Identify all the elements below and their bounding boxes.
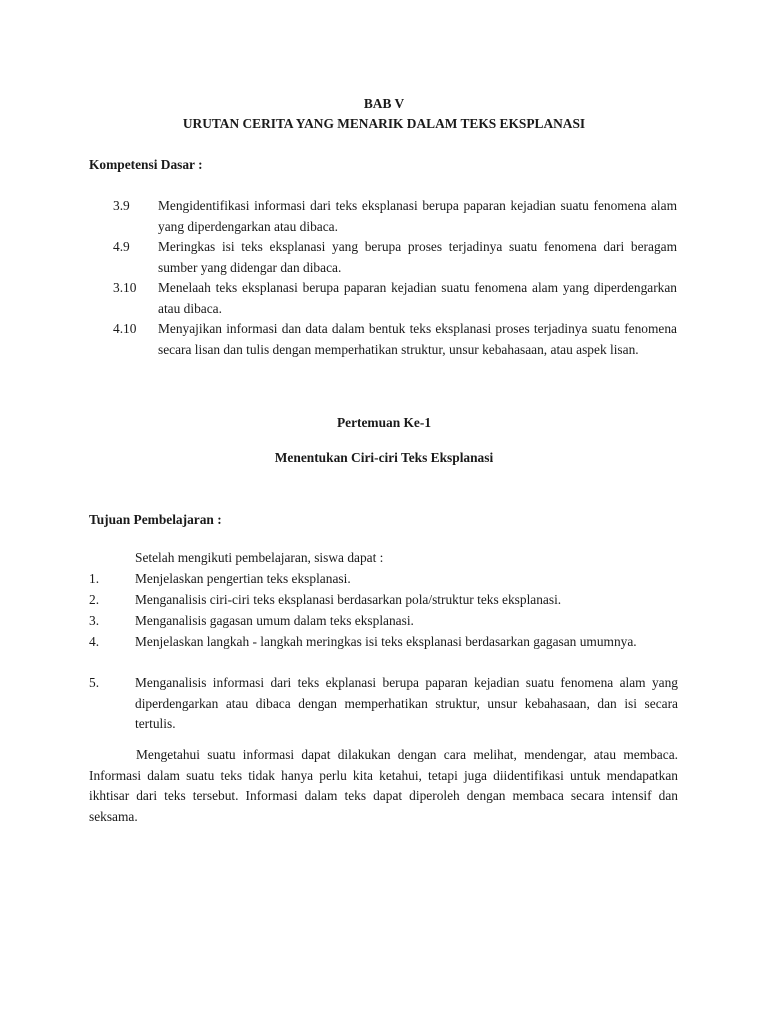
tujuan-item-text: Menjelaskan pengertian teks eksplanasi.	[135, 571, 351, 586]
kompetensi-item-number: 3.9	[113, 198, 130, 213]
tujuan-item-number: 5.	[89, 675, 100, 690]
kompetensi-item-text: Meringkas isi teks eksplanasi yang berupa proses terjadinya suatu fenomena dari beragam sumber yang didengar dan dibaca.	[158, 239, 677, 275]
tujuan-item-text: Menganalisis informasi dari teks ekplanasi berupa paparan kejadian suatu fenomena alam yang diperdengarkan atau dibaca dengan memperhatikan struktur, unsur kebahasaan, dan isi secara tertulis.	[135, 675, 678, 731]
tujuan-item-text: Menganalisis ciri-ciri teks eksplanasi berdasarkan pola/struktur teks eksplanasi.	[135, 592, 562, 607]
kompetensi-item-number: 4.9	[113, 239, 130, 254]
chapter-label: BAB V	[363, 96, 405, 111]
chapter-title: URUTAN CERITA YANG MENARIK DALAM TEKS EKSPLANASI	[182, 116, 586, 131]
tujuan-item-number: 1.	[89, 571, 100, 586]
tujuan-intro: Setelah mengikuti pembelajaran, siswa dapat :	[135, 550, 384, 565]
kompetensi-heading: Kompetensi Dasar :	[89, 157, 203, 172]
tujuan-item-number: 3.	[89, 613, 100, 628]
body-paragraph: Mengetahui suatu informasi dapat dilakukan dengan cara melihat, mendengar, atau membaca. Informasi dalam suatu teks tidak hanya perlu kita ketahui, tetapi juga diidentifikasi untuk mendapatkan ikhtisar dari teks tersebut. Informasi dalam teks dapat diperoleh dengan membaca secara intensif dan seksama.	[89, 747, 678, 824]
kompetensi-item-text: Menyajikan informasi dan data dalam bentuk teks eksplanasi proses terjadinya suatu fenomena secara lisan dan tulis dengan memperhatikan struktur, unsur kebahasaan, atau aspek lisan.	[158, 321, 677, 357]
kompetensi-item-number: 3.10	[113, 280, 137, 295]
meeting-label: Pertemuan Ke-1	[336, 415, 432, 430]
tujuan-item-text: Menganalisis gagasan umum dalam teks eksplanasi.	[135, 613, 414, 628]
tujuan-item-number: 2.	[89, 592, 100, 607]
kompetensi-item-number: 4.10	[113, 321, 137, 336]
tujuan-item-text: Menjelaskan langkah - langkah meringkas isi teks eksplanasi berdasarkan gagasan umumnya.	[135, 634, 637, 649]
kompetensi-item-text: Menelaah teks eksplanasi berupa paparan kejadian suatu fenomena alam yang diperdengarkan atau dibaca.	[158, 280, 677, 316]
meeting-topic: Menentukan Ciri-ciri Teks Eksplanasi	[274, 450, 494, 465]
tujuan-heading: Tujuan Pembelajaran :	[89, 512, 222, 527]
kompetensi-item-text: Mengidentifikasi informasi dari teks eksplanasi berupa paparan kejadian suatu fenomena alam yang diperdengarkan atau dibaca.	[158, 198, 677, 234]
tujuan-item-number: 4.	[89, 634, 100, 649]
